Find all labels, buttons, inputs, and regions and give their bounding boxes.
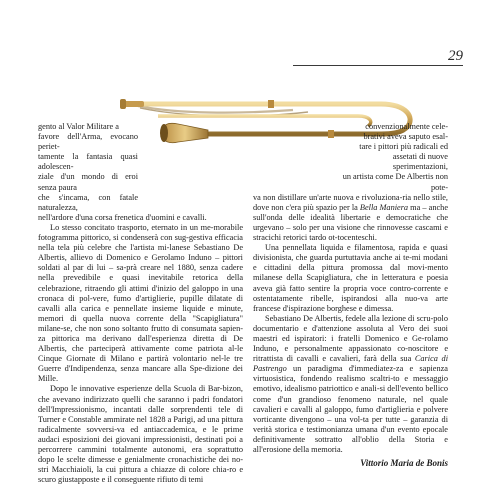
right-p1-text-a: va non distillare un'arte nuova e rivoluziona-ria nello stile, dove non c'era più spazio per la xyxy=(253,192,448,212)
author-signature: Vittorio Maria de Bonis xyxy=(360,458,448,468)
page-rule xyxy=(293,65,463,66)
right-p1-italic: Bella Maniera xyxy=(359,202,409,212)
left-paragraph-3: Dopo le innovative esperienze della Scuola di Bar-bizon, che avevano indirizzato quelli che saranno i padri fondatori dell'Impressionismo, incantati dalle sorprendenti tele di Turner e Constable ammirate nel 1828 a Parigi, ad una pittura radicalmente sovversi-va ed antiaccademica, e le prime audaci esposizioni dei giovani impressionisti, destinati poi a percorrere cammini totalmente autonomi, era soprattutto dopo le scelte dimesse e genialmente cronachistiche dei no-stri Macchiaioli, la cui pittura a chiazze di colore chia-ro e scuro giustapposte e il conseguente rifiuto di temi xyxy=(38,384,243,485)
right-wrap-line: convenzionalmente cele- xyxy=(365,122,448,131)
right-wrap-line: assetati di nuove sperimentazioni, xyxy=(392,152,448,172)
left-wrap-line: ziale d'un mondo di eroi senza paura xyxy=(38,172,138,192)
left-wrap-block xyxy=(38,122,138,213)
right-wrap-line: tare i pittori più radicali ed xyxy=(359,142,448,152)
right-wrap-line: un artista come De Albertis non pote- xyxy=(342,172,448,192)
left-wrap-line: tamente la fantasia quasi adolescen- xyxy=(38,152,138,172)
left-wrap-line: favore dell'Arma, evocano periet- xyxy=(38,132,138,152)
right-p3-text-a: Sebastiano De Albertis, fedele alla lezione di scru-polo documentario e d'attenzione assoluta al Vero dei suoi maestri ed ispiratori: i fratelli Domenico e Ge-rolamo Induno, e personalmente appassionato co-noscitore e ritrattista di cavalli e cavalieri, farà della sua xyxy=(253,313,448,364)
left-wrap-line: gento al Valor Militare a xyxy=(38,122,119,131)
right-wrap-block xyxy=(336,122,448,193)
right-paragraph-3 xyxy=(253,314,448,455)
left-paragraph-1-end: nell'ardore d'una corsa frenetica d'uomini e cavalli. xyxy=(38,212,207,222)
right-p3-italic: Carica di Pastrengo xyxy=(253,354,448,374)
right-p3-text-b: un paradigma d'immediatez-za e sapienza virtuosistica, fondendo realismo scaltri-to e messaggio emotivo, idealismo patriottico e anali-si dell'evento bellico come d'un grandioso fenomeno naturale, nel quale cavalieri e cavalli al galoppo, fumo d'artiglieria e polvere vorticante divengono – una vol-ta per tutte – garanzia di verità storica e testimonianza umana d'un evento epocale definitivamente sottratto all'oblio della Storia e all'erosione della memoria. xyxy=(253,364,448,454)
right-p1-text-b: ma – anche sull'onda delle idealità libertarie e democratiche che urgevano – solo per una visione che rinnovesse cascami e stracichi retorici tardo ot-tocenteschi. xyxy=(253,202,448,243)
right-column xyxy=(253,122,448,455)
right-paragraph-1 xyxy=(253,193,448,243)
page-number: 29 xyxy=(448,48,463,64)
right-wrap-line: brativi aveva saputo esal- xyxy=(363,132,448,142)
left-column xyxy=(38,122,243,485)
right-paragraph-2: Una pennellata liquida e filamentosa, rapida e quasi divisionista, che guarda purtuttavia anche ai te-mi modani e cittadini della pittura promossa dal movi-mento milanese della Scapigliatura, che in letteratura e poesia aveva già fatto sentire la propria voce contro-corrente e ostentatamente ribelle, ispirandosi alla nuo-va arte francese d'ispirazione borghese e dimessa. xyxy=(253,243,448,313)
left-wrap-line: che s'incama, con fatale naturalezza, xyxy=(38,192,138,212)
left-paragraph-2: Lo stesso concitato trasporto, eternato in un me-morabile fotogramma pittorico, si condenserà con sug-gestiva efficacia nella tela più celebre che l'artista mi-lanese Sebastiano De Albertis, allievo di Domenico e Gerolamo Induno – pittori soldati al par di lui – sa-prà creare nel 1880, senza cadere nella prevedibile e quasi inevitabile retorica della celebrazione, ritraendo gli attimi d'inizio del galoppo in una cronaca di pol-vere, fumo d'artiglierie, pupille dilatate di cavalli alla carica e pennellate insieme liquide e minute, memori di quella nuova corrente della "Scapigliatura" milane-se, che non sono soltanto frutto di consumata sapien-za pittorica ma derivano dall'esperienza diretta di De Albertis, che parteciperà attivamente come patriota al-le Cinque Giornate di Milano e partirà volontario nel-le tre Guerre d'Indipendenza, senza mancare alla Spe-dizione dei Mille. xyxy=(38,222,243,384)
